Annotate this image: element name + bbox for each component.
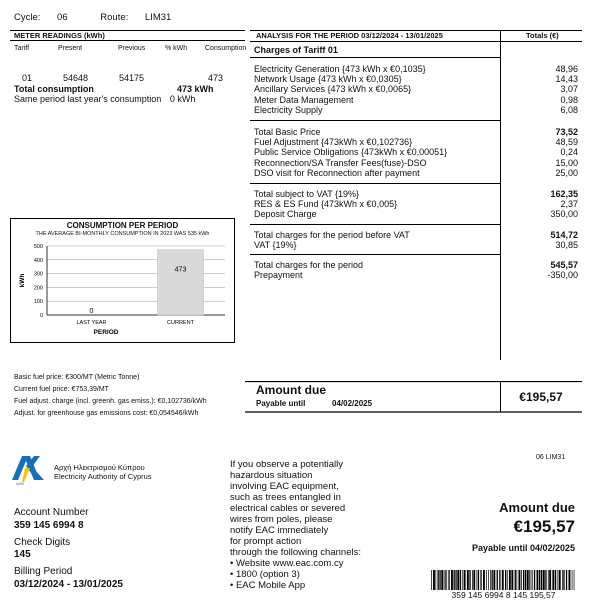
charge-label: Total charges for the period: [254, 260, 364, 270]
account-number-label: Account Number: [14, 507, 89, 518]
barcode-bar: [438, 570, 439, 590]
charge-row: [254, 64, 578, 74]
charge-value: 545,57: [550, 260, 578, 270]
data-label: 473: [174, 266, 187, 274]
barcode-bar: [436, 570, 437, 590]
bar: [158, 250, 204, 315]
charge-label: DSO visit for Reconnection after payment: [254, 167, 420, 178]
barcode-bar: [431, 570, 432, 590]
charges-header: Charges of Tariff 01: [254, 45, 338, 55]
barcode-bar: [486, 570, 487, 590]
separator-1: [250, 57, 500, 58]
barcode-bar: [534, 570, 535, 590]
charge-label: Total subject to VAT {19%}: [254, 189, 360, 199]
charge-label: Deposit Charge: [254, 209, 317, 220]
fuel-adjust-rate: Fuel adjust. charge (incl. greenh. gas emiss.): €0,102736/kWh: [14, 398, 207, 405]
barcode-bar: [480, 570, 481, 590]
y-tick-label: 200: [33, 285, 43, 292]
charges-group-4: [254, 230, 578, 250]
barcode-bar: [441, 570, 443, 590]
barcode-bar: [537, 570, 539, 590]
charge-row: [254, 95, 578, 105]
separator-2: [250, 120, 500, 121]
x-tick-label: CURRENT: [167, 320, 194, 326]
meter-previous-value: 54175: [119, 73, 145, 83]
charge-label: Total charges for the period before VAT: [254, 230, 410, 240]
notice-line: • 1800 (option 3): [230, 569, 300, 580]
notice-line: notify EAC immediately: [230, 525, 329, 536]
charge-label: Meter Data Management: [254, 94, 354, 105]
notice-line: • Website www.eac.com.cy: [230, 558, 344, 569]
barcode-bar: [545, 570, 546, 590]
notice-line: through the following channels:: [230, 547, 361, 558]
meter-col-tariff: Tariff: [14, 45, 30, 52]
charge-row: [254, 84, 578, 94]
barcode-bar: [523, 570, 524, 590]
barcode-bar: [488, 570, 489, 590]
barcode-bar: [478, 570, 479, 590]
barcode-bar: [525, 570, 526, 590]
charge-row: [254, 199, 578, 209]
y-tick-label: 400: [33, 257, 43, 264]
barcode-bar: [448, 570, 449, 590]
charge-value: -350,00: [547, 270, 578, 281]
route-value: LIM31: [144, 12, 172, 23]
barcode-bar: [433, 570, 435, 590]
meter-col-present: Present: [58, 45, 83, 52]
charge-value: 15,00: [555, 157, 578, 168]
barcode-bar: [492, 570, 493, 590]
basic-fuel-price: Basic fuel price: €300/MT (Metric Tonne): [14, 374, 140, 381]
barcode-bar: [559, 570, 561, 590]
barcode-bar: [472, 570, 473, 590]
notice-line: • EAC Mobile App: [230, 580, 306, 591]
slip-payable-until: Payable until 04/02/2025: [471, 543, 575, 553]
logo-greek-name: Αρχή Ηλεκτρισμού Κύπρου: [54, 463, 145, 472]
barcode-bar: [462, 570, 463, 590]
charge-label: RES & ES Fund {473kWh x €0,005}: [254, 199, 398, 210]
barcode-bar: [558, 570, 559, 590]
separator-4: [250, 224, 500, 225]
charges-group-2: [254, 127, 578, 178]
charge-label: Prepayment: [254, 270, 303, 281]
barcode-bar: [529, 570, 530, 590]
barcode-bar: [490, 570, 491, 590]
account-number-value: 359 145 6994 8: [14, 520, 84, 531]
notice-line: for prompt action: [230, 536, 302, 547]
notice-line: such as trees entangled in: [230, 492, 341, 503]
charge-value: 14,43: [555, 74, 578, 85]
charge-row: [254, 127, 578, 137]
check-digits-label: Check Digits: [14, 537, 71, 548]
hazard-notice: [230, 459, 390, 591]
charge-label: VAT {19%}: [254, 240, 297, 251]
logo-text: [54, 463, 152, 481]
charge-label: Total Basic Price: [254, 127, 321, 137]
barcode-bar: [469, 570, 470, 590]
meter-tariff-value: 01: [22, 73, 33, 83]
y-tick-label: 300: [33, 271, 43, 278]
charge-value: 6,08: [560, 104, 578, 115]
barcode-bar: [509, 570, 511, 590]
barcode-bar: [445, 570, 446, 590]
barcode-bar: [511, 570, 513, 590]
slip-reference: 06 LIM31: [536, 454, 566, 461]
barcode-bar: [563, 570, 564, 590]
barcode-bar: [555, 570, 556, 590]
cycle-label: Cycle:: [14, 12, 41, 23]
total-consumption-value: 473 kWh: [177, 84, 214, 94]
barcode-bar: [497, 570, 498, 590]
charge-value: 350,00: [550, 209, 578, 220]
charge-row: [254, 158, 578, 168]
billing-period-label: Billing Period: [14, 566, 73, 577]
barcode-bar: [499, 570, 500, 590]
current-fuel-price: Current fuel price: €753,39/MT: [14, 386, 109, 393]
charge-label: Network Usage {473 kWh x €0,0305}: [254, 74, 402, 85]
charge-label: Public Service Obligations {473kWh x €0,00051}: [254, 147, 448, 158]
cycle-value: 06: [57, 12, 68, 23]
charge-row: [254, 270, 578, 280]
meter-col-pct: % kWh: [165, 45, 188, 52]
chart-title: CONSUMPTION PER PERIOD: [66, 221, 179, 230]
barcode-bar: [532, 570, 533, 590]
y-axis-label: kWh: [19, 273, 26, 288]
barcode-bar: [521, 570, 522, 590]
charges-group-3: [254, 189, 578, 220]
notice-line: If you observe a potentially: [230, 459, 344, 470]
charge-value: 25,00: [555, 167, 578, 178]
barcode-bar: [446, 570, 447, 590]
consumption-chart: [10, 238, 235, 342]
meter-col-consumption: Consumption: [205, 45, 247, 52]
charge-row: [254, 168, 578, 178]
data-label: 0: [89, 308, 94, 315]
barcode-bar: [444, 570, 445, 590]
logo-letters: AHK: [16, 481, 25, 486]
barcode-bar: [569, 570, 571, 590]
charge-row: [254, 137, 578, 147]
separator-5: [250, 254, 500, 255]
barcode-bar: [531, 570, 532, 590]
barcode-bar: [552, 570, 554, 590]
payment-barcode: [431, 570, 576, 590]
route-label: Route:: [100, 12, 129, 23]
x-tick-label: LAST YEAR: [76, 320, 107, 326]
analysis-title: ANALYSIS FOR THE PERIOD 03/12/2024 - 13/01/2025: [256, 31, 443, 40]
barcode-bar: [515, 570, 516, 590]
notice-line: involving EAC equipment,: [230, 481, 339, 492]
y-tick-label: 0: [39, 313, 43, 319]
meter-readings-title: METER READINGS (kWh): [14, 31, 105, 40]
charge-row: [254, 260, 578, 270]
check-digits-value: 145: [14, 549, 31, 560]
barcode-bar: [548, 570, 549, 590]
barcode-bar: [493, 570, 495, 590]
billing-period-value: 03/12/2024 - 13/01/2025: [14, 579, 123, 590]
slip-amount-due-label: Amount due: [499, 500, 575, 515]
barcode-bar: [541, 570, 542, 590]
same-period-row: [14, 94, 195, 104]
charge-value: 0,24: [560, 147, 578, 158]
cycle-route-header: [14, 12, 185, 23]
barcode-bar: [477, 570, 478, 590]
barcode-bar: [460, 570, 461, 590]
slip-amount-due-value: €195,57: [513, 517, 575, 536]
chart-subtitle: THE AVERAGE BI-MONTHLY CONSUMPTION IN 2023 WAS 535 kWh: [35, 231, 210, 237]
charge-row: [254, 147, 578, 157]
barcode-bar: [467, 570, 469, 590]
barcode-bar: [566, 570, 567, 590]
charge-value: 48,59: [555, 137, 578, 148]
barcode-bar: [562, 570, 563, 590]
charge-row: [254, 240, 578, 250]
y-tick-label: 100: [33, 299, 43, 306]
charge-value: 162,35: [550, 189, 578, 199]
notice-line: wires from poles, please: [230, 514, 333, 525]
barcode-bar: [507, 570, 508, 590]
charge-label: Electricity Supply: [254, 104, 323, 115]
eac-logo: [10, 452, 50, 486]
barcode-bar: [549, 570, 551, 590]
charges-group-1: [254, 64, 578, 115]
amount-due-label: Amount due: [256, 383, 326, 397]
totals-header: Totals (€): [526, 31, 559, 40]
barcode-bar: [455, 570, 456, 590]
payable-until-label: Payable until: [256, 399, 306, 408]
barcode-bar: [519, 570, 521, 590]
notice-line: electrical cables or severed: [230, 503, 346, 514]
barcode-bar: [464, 570, 466, 590]
charge-row: [254, 74, 578, 84]
logo-english-name: Electricity Authority of Cyprus: [54, 472, 152, 481]
barcode-number: 359 145 6994 8 145 195,57: [451, 590, 556, 600]
barcode-bar: [451, 570, 453, 590]
barcode-bar: [457, 570, 459, 590]
barcode-bar: [517, 570, 518, 590]
charge-row: [254, 105, 578, 115]
barcode-bar: [527, 570, 529, 590]
charge-value: 30,85: [555, 240, 578, 251]
charge-value: 2,37: [560, 199, 578, 210]
x-axis-label: PERIOD: [93, 329, 119, 336]
charge-value: 73,52: [555, 127, 578, 137]
payable-until-date: 04/02/2025: [332, 399, 373, 408]
barcode-bar: [539, 570, 540, 590]
barcode-bar: [505, 570, 506, 590]
barcode-bar: [502, 570, 504, 590]
meter-col-previous: Previous: [118, 45, 146, 52]
charge-row: [254, 209, 578, 219]
y-tick-label: 500: [33, 244, 43, 250]
same-period-value: 0 kWh: [169, 94, 196, 104]
meter-present-value: 54648: [63, 73, 89, 83]
same-period-label: Same period last year's consumption: [14, 94, 162, 104]
charge-value: 48,96: [555, 64, 578, 74]
charges-group-5: [254, 260, 578, 280]
meter-consumption-value: 473: [208, 73, 224, 83]
charge-value: 3,07: [560, 84, 578, 95]
barcode-bar: [439, 570, 440, 590]
barcode-bar: [543, 570, 545, 590]
charge-label: Ancillary Services {473 kWh x €0,0065}: [254, 84, 412, 95]
charge-row: [254, 189, 578, 199]
charge-label: Reconnection/SA Transfer Fees(fuse)-DSO: [254, 157, 427, 168]
amount-due-value: €195,57: [519, 390, 563, 404]
barcode-bar: [574, 570, 575, 590]
barcode-bar: [572, 570, 573, 590]
charge-label: Electricity Generation {473 kWh x €0,1035}: [254, 64, 426, 74]
charge-label: Fuel Adjustment {473kWh x €0,102736}: [254, 137, 413, 148]
charge-value: 0,98: [560, 94, 578, 105]
total-consumption-label: Total consumption: [14, 84, 94, 94]
barcode-bar: [454, 570, 455, 590]
barcode-bar: [473, 570, 475, 590]
barcode-bar: [483, 570, 485, 590]
charge-row: [254, 230, 578, 240]
charge-value: 514,72: [550, 230, 578, 240]
notice-line: hazardous situation: [230, 470, 313, 481]
separator-3: [250, 183, 500, 184]
greenhouse-adjust-rate: Adjust. for greenhouse gas emissions cost: €0,054546/kWh: [14, 410, 199, 417]
